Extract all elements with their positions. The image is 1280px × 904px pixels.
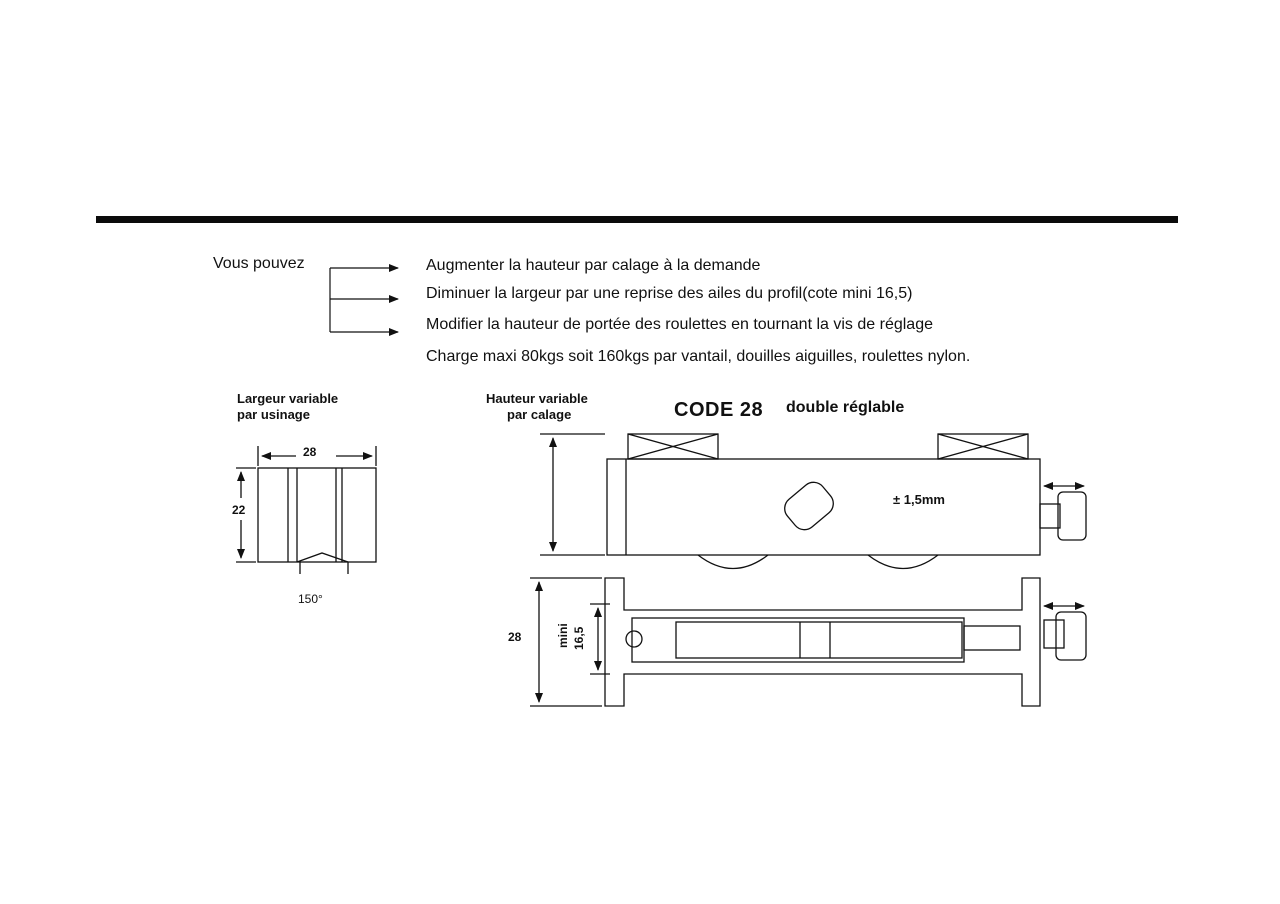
profile-height-dim: 22 <box>232 503 246 517</box>
mini-label: mini <box>556 623 570 648</box>
carriage-top-view <box>530 578 1086 706</box>
wheel-right <box>868 555 938 569</box>
adjust-cam <box>780 477 838 534</box>
screw-shaft <box>1040 504 1060 528</box>
profile-angle-dim: 150° <box>298 592 323 606</box>
option-item: Modifier la hauteur de portée des roulettes en tournant la vis de réglage <box>426 316 933 333</box>
carriage-side-view <box>540 434 1086 569</box>
product-subtitle: double réglable <box>786 399 905 416</box>
wheel-housing <box>676 622 962 658</box>
screw-thread <box>964 626 1020 650</box>
wheel-left <box>698 555 768 569</box>
screw-head-top <box>1056 612 1086 660</box>
profile-outline <box>258 468 376 562</box>
profile-width-dim: 28 <box>303 445 317 459</box>
option-arrows <box>330 268 398 332</box>
carriage-caption-line2: par calage <box>507 407 572 422</box>
intro-label: Vous pouvez <box>213 255 305 272</box>
carriage-width-dim: 28 <box>508 630 522 644</box>
profile-section <box>236 446 376 574</box>
screw-head <box>1058 492 1086 540</box>
profile-caption-line1: Largeur variable <box>237 391 339 406</box>
option-item: Diminuer la largeur par une reprise des ailes du profil(cote mini 16,5) <box>426 285 913 302</box>
carriage-caption-line1: Hauteur variable <box>486 391 588 406</box>
inner-track <box>632 618 964 662</box>
carriage-frame <box>605 578 1040 706</box>
option-item: Augmenter la hauteur par calage à la demande <box>426 257 761 274</box>
axle-hole <box>626 631 642 647</box>
adjust-range-label: ± 1,5mm <box>893 492 945 507</box>
carriage-body <box>607 459 1040 555</box>
profile-caption-line2: par usinage <box>237 407 310 422</box>
product-code: CODE 28 <box>674 399 764 421</box>
mini-value: 16,5 <box>572 626 586 650</box>
load-spec-text: Charge maxi 80kgs soit 160kgs par vantail, douilles aiguilles, roulettes nylon. <box>426 348 971 365</box>
